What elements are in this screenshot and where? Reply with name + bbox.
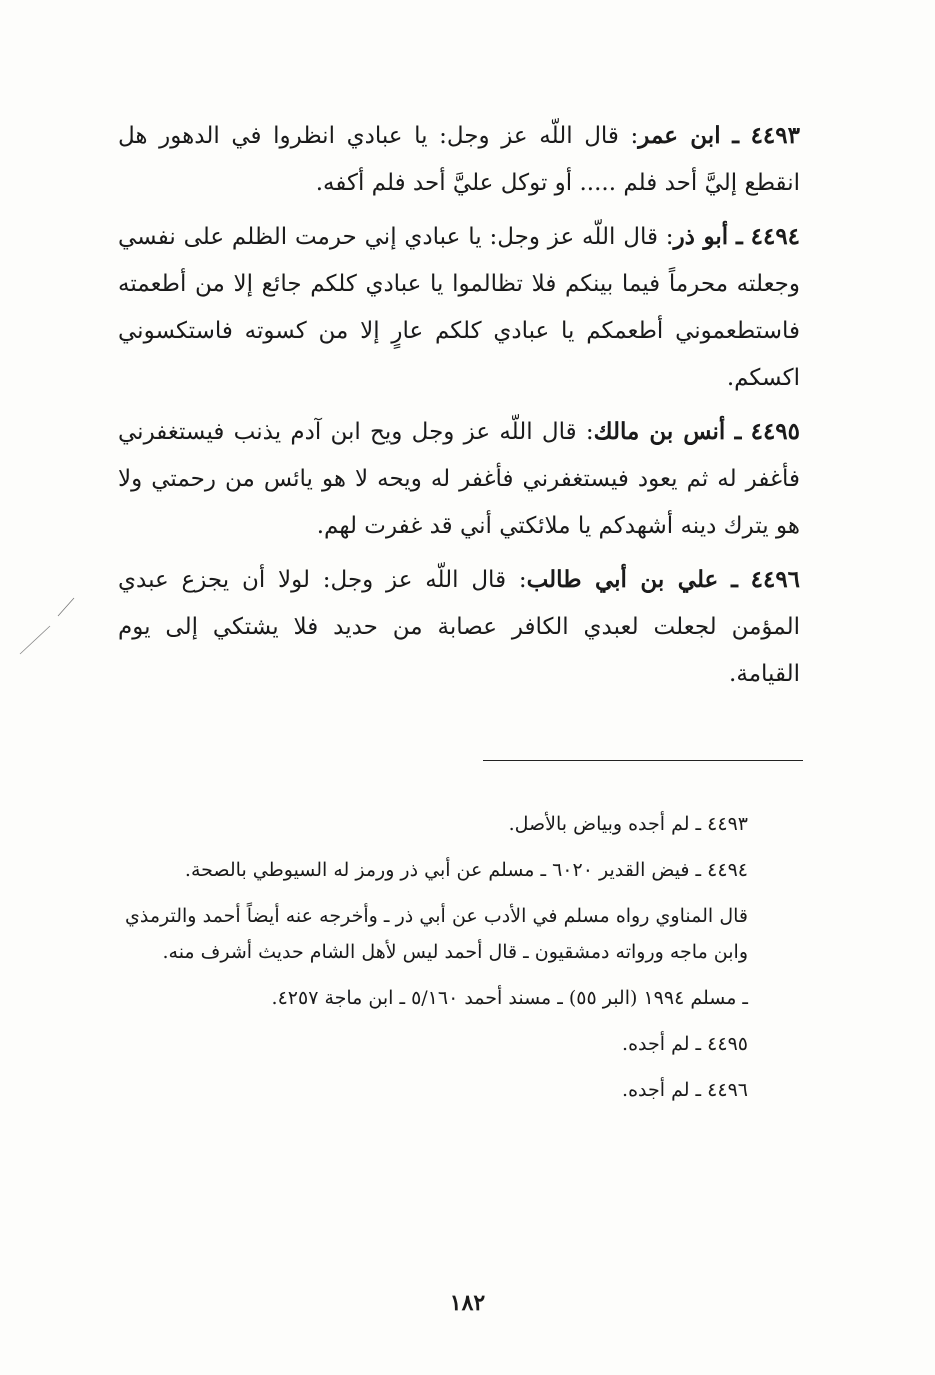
entry-narrator: ابن عمر [638, 122, 721, 149]
entry-number: ٤٤٩٥ [750, 418, 801, 445]
entry-dash: ـ [731, 566, 738, 593]
entry-dash: ـ [732, 122, 739, 149]
hadith-entry-4496 [118, 556, 800, 698]
footnotes [125, 806, 800, 1118]
footnote-4493: ٤٤٩٣ ـ لم أجده وبياض بالأصل. [508, 813, 748, 835]
footnote-4496: ٤٤٩٦ ـ لم أجده. [622, 1079, 748, 1101]
entry-dash: ـ [736, 223, 743, 250]
hadith-entry-4494 [118, 213, 800, 402]
entry-text: : قال اللّه عز وجل: يا عبادي انظروا في الدهور هل انقطع إليَّ أحد فلم ..... أو توكل عليَّ أحد فلم أكفه. [118, 123, 800, 196]
entry-text: : قال اللّه عز وجل: لولا أن يجزع عبدي المؤمن لجعلت لعبدي الكافر عصابة من حديد فلا يشتكي إلى يوم القيامة. [118, 567, 800, 687]
hadith-entry-4495 [118, 408, 800, 550]
footnote-4494-sources: ـ مسلم ١٩٩٤ (البر ٥٥) ـ مسند أحمد ٥/١٦٠ ـ ابن ماجة ٤٢٥٧. [271, 987, 748, 1009]
page-number: ١٨٢ [449, 1290, 486, 1316]
entry-dash: ـ [734, 418, 742, 445]
footnote-4495: ٤٤٩٥ ـ لم أجده. [622, 1033, 748, 1055]
footnote-divider [483, 760, 803, 761]
entry-number: ٤٤٩٤ [750, 223, 801, 250]
entry-text: : قال اللّه عز وجل ويح ابن آدم يذنب فيستغفرني فأغفر له ثم يعود فيستغفرني فأغفر له ويحه لا هو يائس من رحمتي ولا هو يترك دينه أشهدكم يا ملائكتي أني قد غفرت لهم. [118, 419, 800, 539]
entry-number: ٤٤٩٦ [750, 566, 801, 593]
entry-narrator: أنس بن مالك [593, 418, 726, 445]
entry-narrator: علي بن أبي طالب [526, 566, 719, 593]
main-text [118, 112, 800, 704]
entry-text: : قال اللّه عز وجل: يا عبادي إني حرمت الظلم على نفسي وجعلته محرماً فيما بينكم فلا تظالموا يا عبادي كلكم جائع إلا من أطعمته فاستطعموني أطعمكم يا عبادي كلكم عارٍ إلا من كسوته فاستكسوني اكسكم. [118, 224, 800, 391]
entry-number: ٤٤٩٣ [750, 122, 800, 149]
margin-pencil-mark [18, 596, 78, 656]
footnote-4494: ٤٤٩٤ ـ فيض القدير ٦٠٢٠ ـ مسلم عن أبي ذر ورمز له السيوطي بالصحة. [184, 859, 748, 881]
footnote-4494-munawi: قال المناوي رواه مسلم في الأدب عن أبي ذر ـ وأخرجه عنه أيضاً أحمد والترمذي وابن ماجه ورواته دمشقيون ـ قال أحمد ليس لأهل الشام حديث أشرف منه. [125, 905, 748, 963]
entry-narrator: أبو ذر [673, 223, 729, 250]
hadith-entry-4493 [118, 112, 800, 207]
